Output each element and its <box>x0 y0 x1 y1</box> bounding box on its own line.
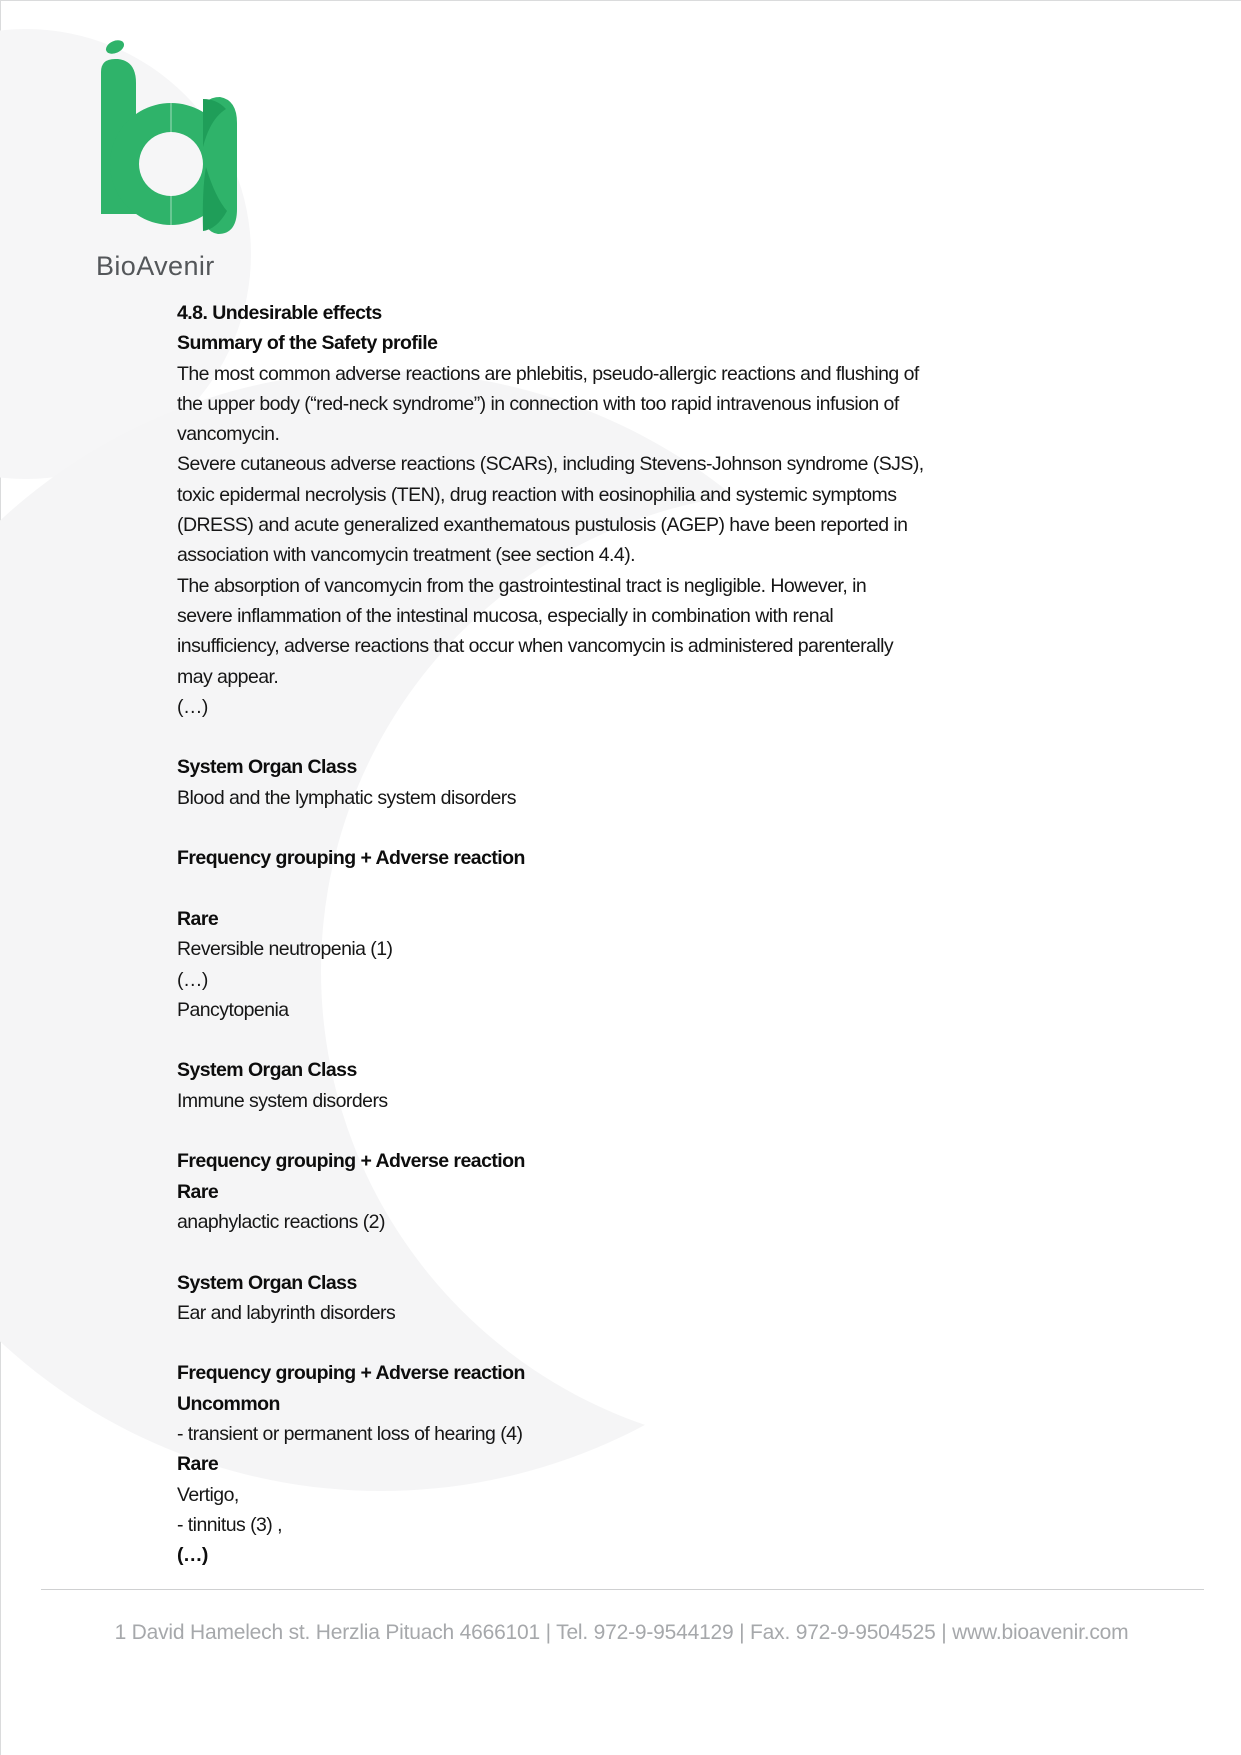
text-line: (DRESS) and acute generalized exanthematous pustulosis (AGEP) have been reported in <box>177 514 908 537</box>
footer-contact: 1 David Hamelech st. Herzlia Pituach 4666101 | Tel. 972-9-9544129 | Fax. 972-9-9504525 | www.bioavenir.com <box>114 1621 1129 1644</box>
text-line: insufficiency, adverse reactions that occur when vancomycin is administered parenterally <box>177 635 894 658</box>
text-line: anaphylactic reactions (2) <box>177 1210 385 1233</box>
text-line: The absorption of vancomycin from the gastrointestinal tract is negligible. However, in <box>177 574 867 597</box>
section-heading: 4.8. Undesirable effects <box>177 302 382 324</box>
frequency-heading: Rare <box>177 1180 219 1203</box>
section-heading: System Organ Class <box>177 756 357 779</box>
blank-line <box>177 722 987 752</box>
footer-divider <box>41 1589 1204 1590</box>
text-line: The most common adverse reactions are phlebitis, pseudo-allergic reactions and flushing of <box>177 362 919 385</box>
text-line: Pancytopenia <box>177 998 289 1021</box>
text-line: vancomycin. <box>177 423 280 446</box>
blank-line <box>177 813 987 843</box>
section-heading: Frequency grouping + Adverse reaction <box>177 1150 525 1173</box>
text-line: Immune system disorders <box>177 1089 388 1112</box>
section-heading: System Organ Class <box>177 1059 357 1082</box>
blank-line <box>177 1237 987 1267</box>
section-heading: System Organ Class <box>177 1271 357 1294</box>
ellipsis-line: (…) <box>177 1544 208 1567</box>
text-line: Reversible neutropenia (1) <box>177 938 393 961</box>
text-line: - tinnitus (3) , <box>177 1513 282 1536</box>
text-line: Ear and labyrinth disorders <box>177 1301 396 1324</box>
frequency-heading: Frequency grouping + Adverse reaction <box>177 1362 525 1385</box>
section-heading: Frequency grouping + Adverse reaction <box>177 847 525 870</box>
brand-name: BioAvenir <box>96 251 215 281</box>
text-line: Severe cutaneous adverse reactions (SCARs), including Stevens-Johnson syndrome (SJS), <box>177 453 924 476</box>
text-line: - transient or permanent loss of hearing (4) <box>177 1422 523 1445</box>
text-line: may appear. <box>177 665 279 688</box>
section-heading: Summary of the Safety profile <box>177 332 438 355</box>
text-line: association with vancomycin treatment (see section 4.4). <box>177 544 636 567</box>
frequency-heading: Uncommon <box>177 1392 280 1415</box>
ellipsis-line: (…) <box>177 695 208 718</box>
text-line: Blood and the lymphatic system disorders <box>177 786 516 809</box>
blank-line <box>177 874 987 904</box>
bioavenir-logo-icon <box>96 39 241 239</box>
blank-line <box>177 1025 987 1055</box>
text-line: Vertigo, <box>177 1483 239 1506</box>
text-line: severe inflammation of the intestinal mucosa, especially in combination with renal <box>177 604 834 627</box>
frequency-heading: Rare <box>177 1453 219 1476</box>
blank-line <box>177 1116 987 1146</box>
ellipsis-line: (…) <box>177 968 208 991</box>
text-line: the upper body (“red-neck syndrome”) in connection with too rapid intravenous infusion of <box>177 392 899 415</box>
blank-line <box>177 1328 987 1358</box>
frequency-heading: Rare <box>177 907 219 930</box>
text-line: toxic epidermal necrolysis (TEN), drug reaction with eosinophilia and systemic symptoms <box>177 483 897 506</box>
document-body <box>177 298 987 1570</box>
